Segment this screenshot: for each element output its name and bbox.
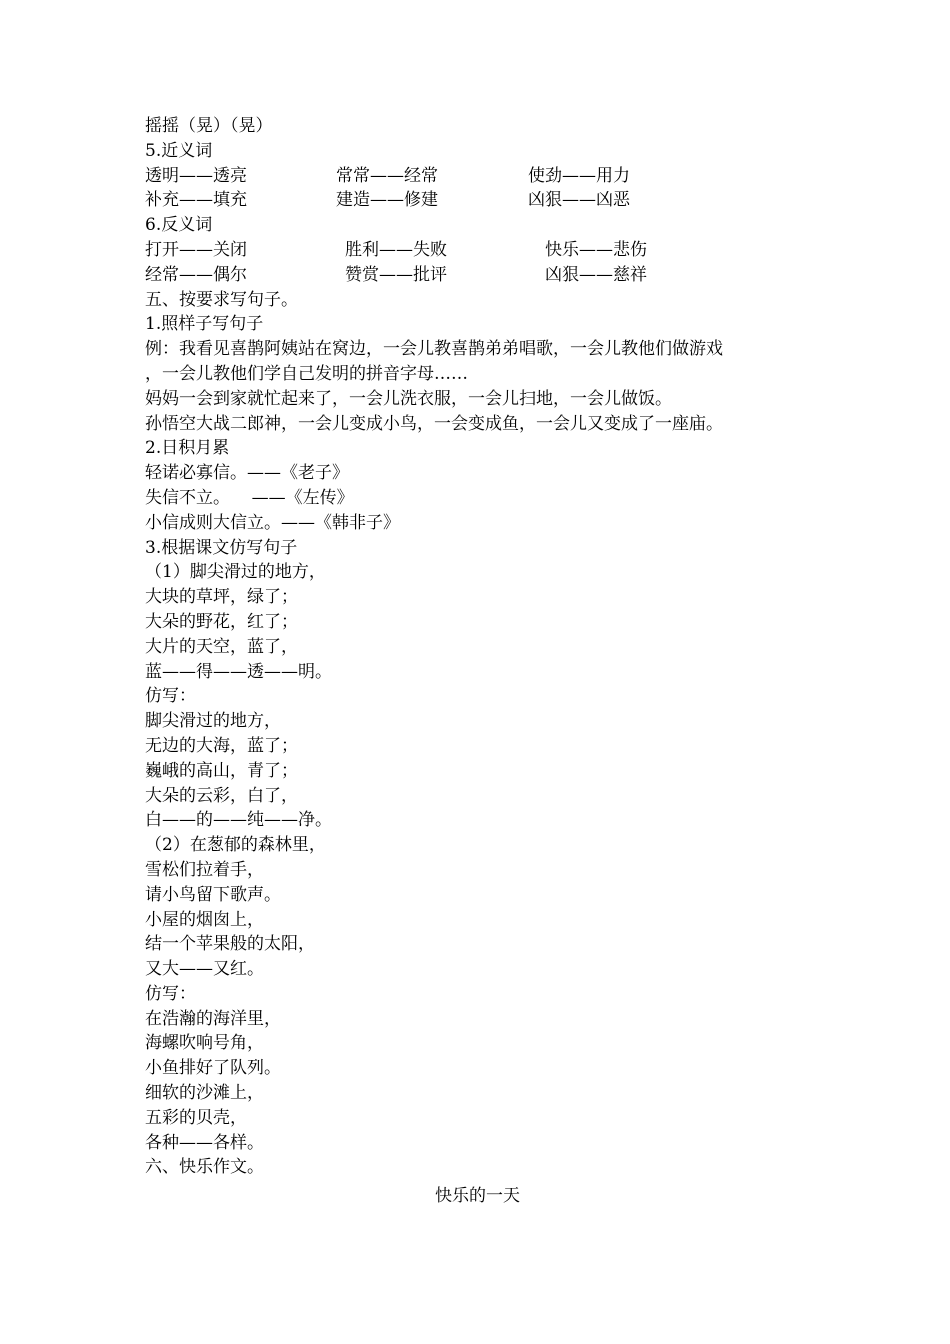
essay-title: 快乐的一天 (435, 1186, 520, 1207)
text-line: 例：我看见喜鹊阿姨站在窝边，一会儿教喜鹊弟弟唱歌，一会儿教他们做游戏 (145, 339, 723, 360)
text-line: 巍峨的高山，青了； (145, 760, 298, 781)
synonym-pair: 补充——填充 (145, 190, 247, 211)
text-line: 失信不立。 ——《左传》 (145, 487, 354, 508)
antonym-pair: 赞赏——批评 (345, 264, 447, 285)
text-line: 小屋的烟囱上， (145, 909, 264, 930)
text-line: 妈妈一会到家就忙起来了，一会儿洗衣服，一会儿扫地，一会儿做饭。 (145, 388, 672, 409)
text-line: 结一个苹果般的太阳， (145, 934, 315, 955)
synonym-row (145, 188, 845, 213)
text-line: 小信成则大信立。——《韩非子》 (145, 512, 400, 533)
text-line: 大朵的云彩，白了， (145, 785, 298, 806)
synonym-pair: 建造——修建 (336, 190, 438, 211)
section-heading-antonyms: 6.反义词 (145, 215, 213, 236)
synonym-pair: 透明——透亮 (145, 165, 247, 186)
text-line: 1.照样子写句子 (145, 314, 264, 335)
text-line: 各种——各样。 (145, 1132, 264, 1153)
text-line: 仿写： (145, 686, 196, 707)
antonym-pair: 经常——偶尔 (145, 264, 247, 285)
text-line: 大朵的野花，红了； (145, 611, 298, 632)
text-line: 白——的——纯——净。 (145, 810, 332, 831)
text-line: 五、按要求写句子。 (145, 289, 298, 310)
antonym-pair: 胜利——失败 (345, 239, 447, 260)
antonym-row (145, 238, 845, 263)
text-line: 六、快乐作文。 (145, 1157, 264, 1178)
text-line: 大片的天空，蓝了， (145, 636, 298, 657)
text-line: （1）脚尖滑过的地方， (145, 562, 326, 583)
synonym-pair: 使劲——用力 (528, 165, 630, 186)
text-line: 海螺吹响号角， (145, 1033, 264, 1054)
text-line: 3.根据课文仿写句子 (145, 537, 298, 558)
text-line: 请小鸟留下歌声。 (145, 884, 281, 905)
antonym-pair: 凶狠——慈祥 (545, 264, 647, 285)
text-line: 轻诺必寡信。——《老子》 (145, 463, 349, 484)
text-line: 小鱼排好了队列。 (145, 1058, 281, 1079)
text-line: 又大——又红。 (145, 959, 264, 980)
text-line: 摇摇（晃）（晃） (145, 116, 273, 136)
text-line: 脚尖滑过的地方， (145, 711, 281, 732)
text-line: 大块的草坪，绿了； (145, 587, 298, 608)
text-line: 孙悟空大战二郎神，一会儿变成小鸟，一会变成鱼，一会儿又变成了一座庙。 (145, 413, 723, 434)
text-line: （2）在葱郁的森林里， (145, 835, 326, 856)
text-line: 仿写： (145, 983, 196, 1004)
section-heading-synonyms: 5.近义词 (145, 140, 213, 161)
text-line: 2.日积月累 (145, 438, 230, 459)
text-line: 雪松们拉着手， (145, 859, 264, 880)
text-line: 无边的大海，蓝了； (145, 735, 298, 756)
text-line: 细软的沙滩上， (145, 1083, 264, 1104)
document-page (145, 114, 845, 1209)
text-line: 在浩瀚的海洋里， (145, 1008, 281, 1029)
synonym-pair: 常常——经常 (336, 165, 438, 186)
text-line: 五彩的贝壳， (145, 1107, 247, 1128)
antonym-pair: 打开——关闭 (145, 239, 247, 260)
antonym-pair: 快乐——悲伤 (545, 239, 647, 260)
text-line: 蓝——得——透——明。 (145, 661, 332, 682)
antonym-row (145, 263, 845, 288)
body-text (145, 288, 845, 1181)
synonym-pair: 凶狠——凶恶 (528, 190, 630, 211)
text-line: ，一会儿教他们学自己发明的拼音字母…… (145, 363, 468, 384)
synonym-row (145, 164, 845, 189)
